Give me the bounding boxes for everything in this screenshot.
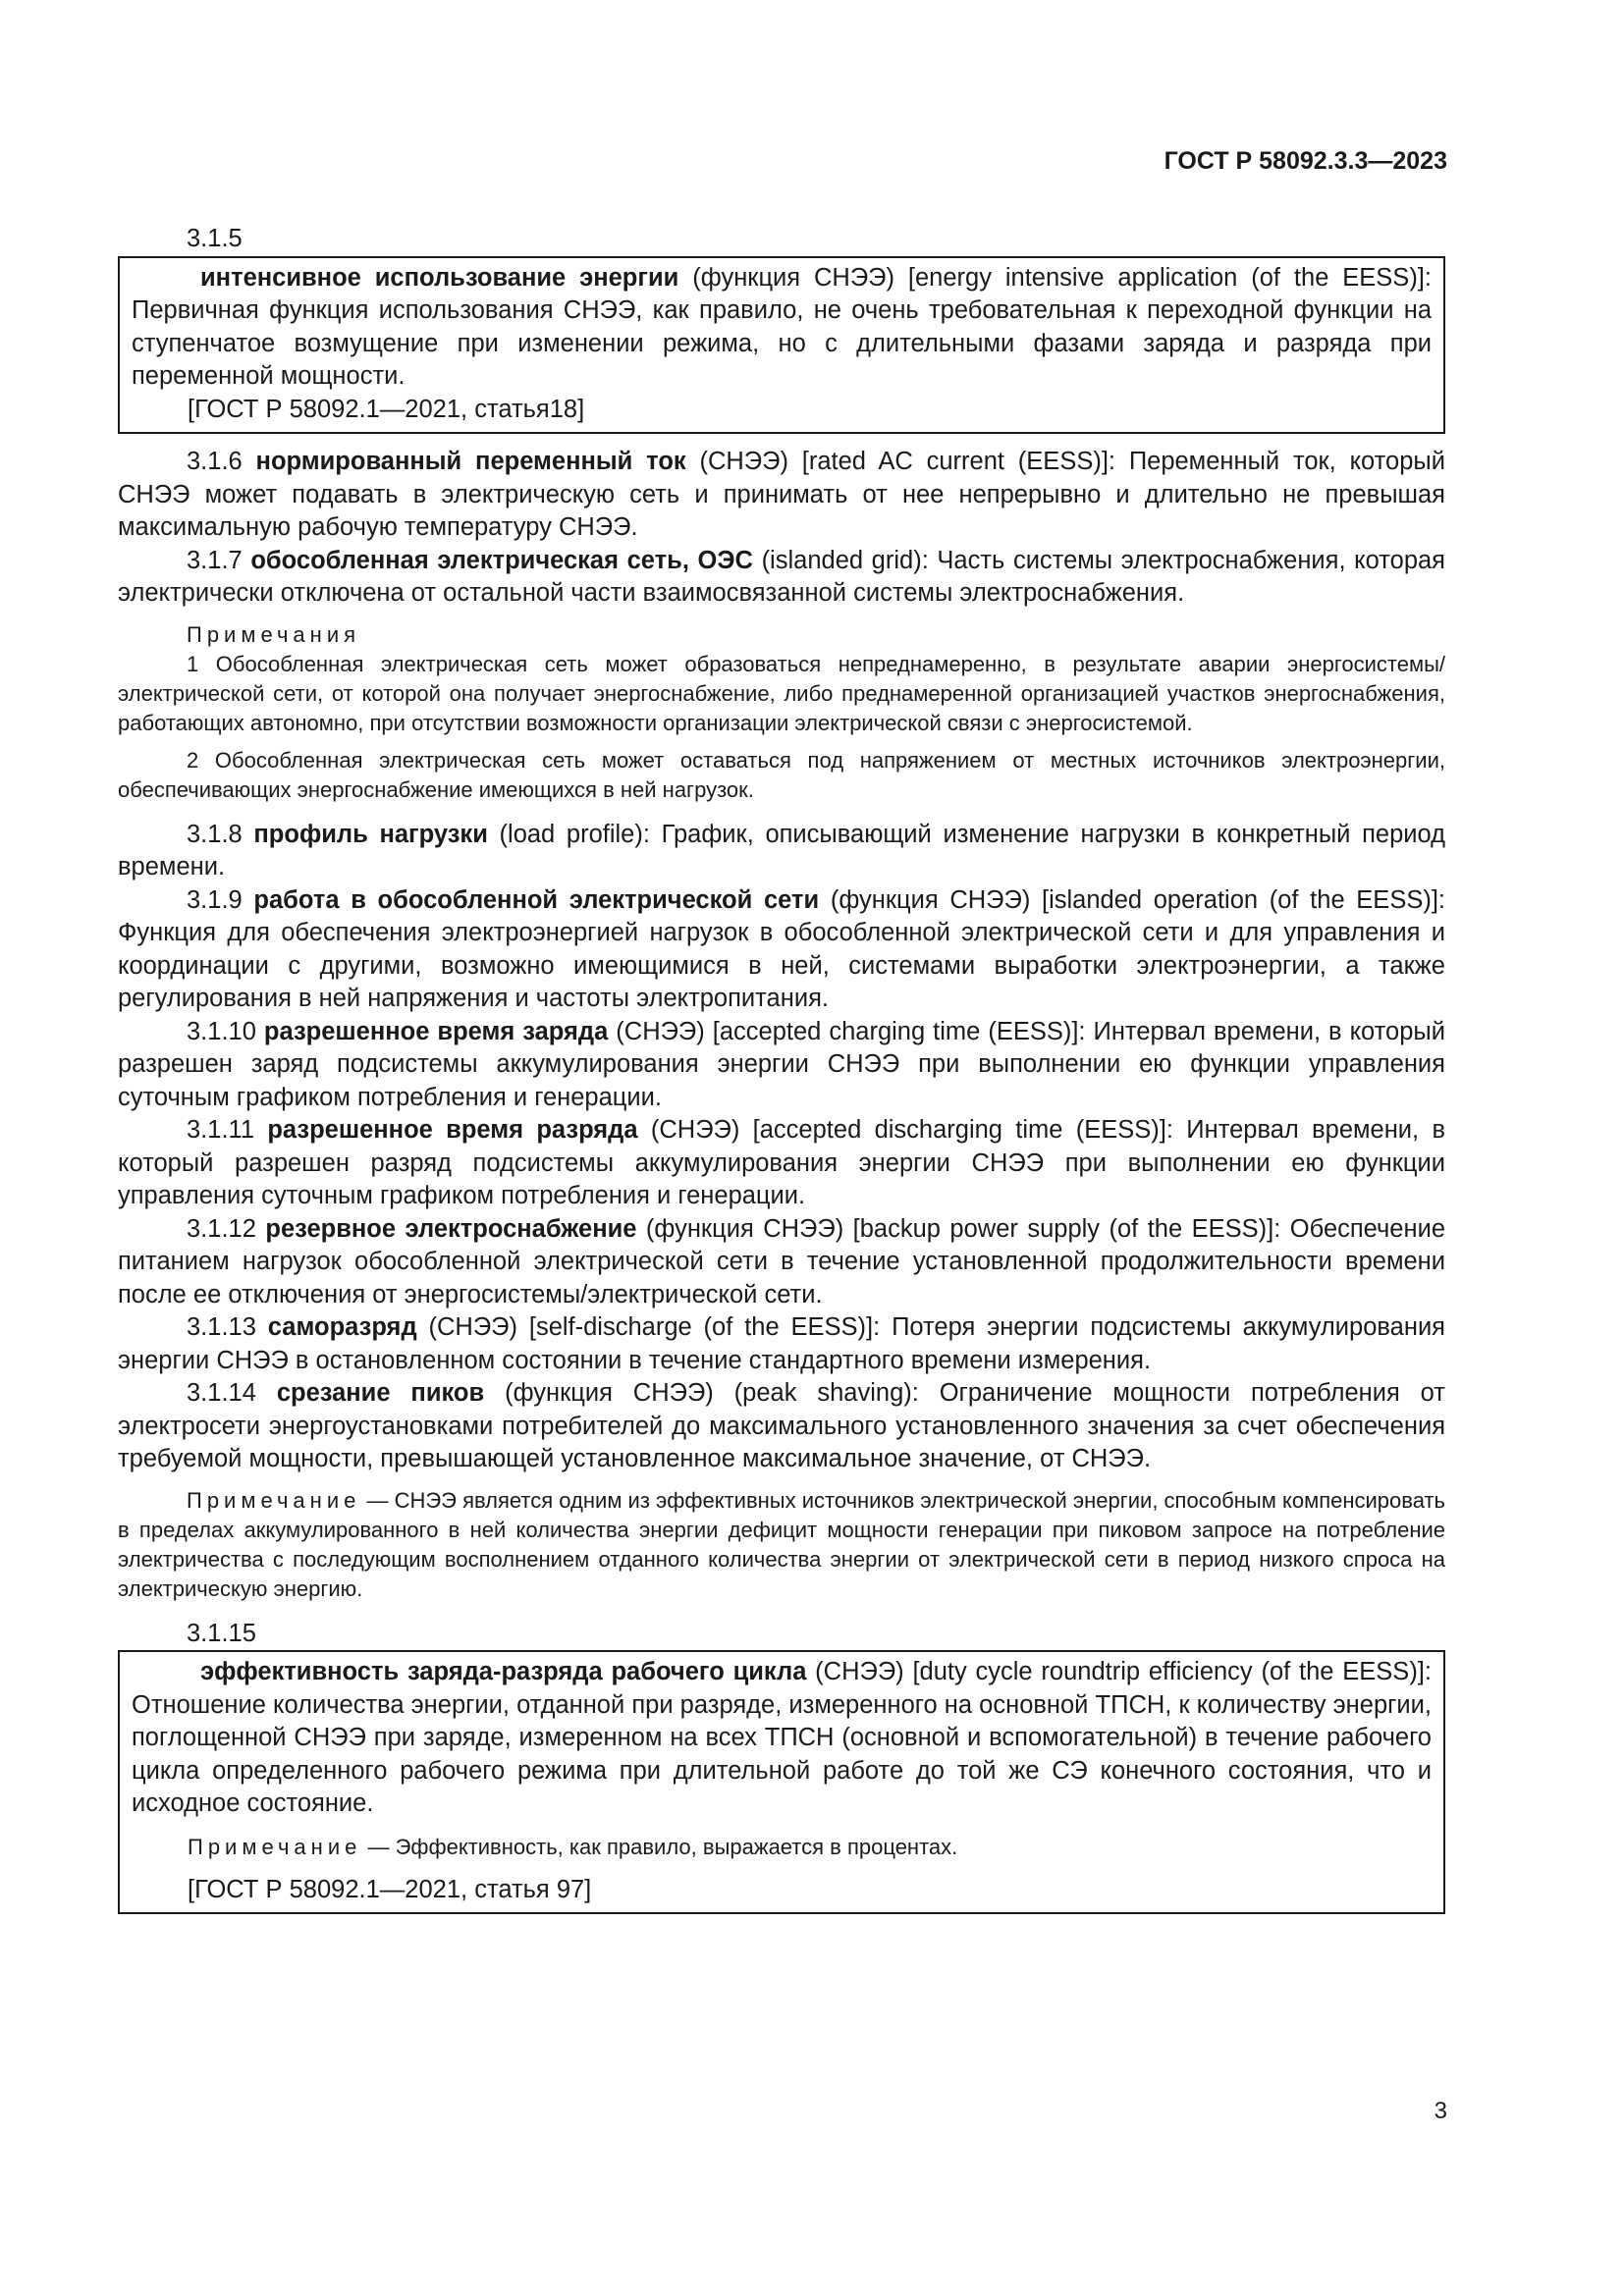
note-3-1-15: [132, 1833, 1432, 1862]
term-box-3-1-5: [118, 256, 1445, 435]
term-number-3-1-5: 3.1.5: [187, 225, 243, 252]
term-number: 3.1.7: [187, 546, 243, 574]
term-reference-3-1-15: [ГОСТ Р 58092.1—2021, статья 97]: [188, 1875, 592, 1903]
term-text: (load profile): График, описывающий изменение нагрузки в конкретный период времени.: [118, 820, 1445, 881]
note-1: 1 Обособленная электрическая сеть может образоваться непреднамеренно, в результате аварии энергосистемы/электрической сети, от которой она получает энергоснабжение, либо преднамеренной организацией участков энергоснабжения, работающих автономно, при отсутствии возможности организации электрической связи с энергосистемой.: [118, 651, 1445, 735]
term-reference-3-1-5: [ГОСТ Р 58092.1—2021, статья18]: [188, 395, 585, 423]
term-text: (функция СНЭЭ) [backup power supply (of the EESS)]: Обеспечение питанием нагрузок обособленной электрической сети в течение установленной продолжительности времени после ее отключения от энергосистемы/электрической сети.: [118, 1214, 1445, 1308]
term-number: 3.1.11: [187, 1116, 255, 1144]
note-text: — Эффективность, как правило, выражается в процентах.: [361, 1834, 958, 1859]
term-definition-3-1-13: [118, 1311, 1445, 1377]
term-text: (СНЭЭ) [duty cycle roundtrip efficiency (of the EESS)]: Отношение количества энергии, отданной при разряде, измеренного на основной ТПСН, к количеству энергии, поглощенной СНЭЭ при заряде, измеренном на всех ТПСН (основной и вспомогательной) в течение рабочего цикла определенного рабочего режима при длительной работе до той же СЭ конечного состояния, что и исходное состояние.: [132, 1658, 1432, 1817]
term-text: (СНЭЭ) [accepted discharging time (EESS)]: Интервал времени, в который разрешен разряд подсистемы аккумулирования энергии СНЭЭ при выполнении ею функции управления суточным графиком потребления и генерации.: [118, 1116, 1445, 1209]
term-title: обособленная электрическая сеть, ОЭС: [250, 546, 753, 574]
term-number: 3.1.13: [187, 1313, 256, 1341]
term-definition-3-1-6: [118, 446, 1445, 545]
term-definition-3-1-5: [132, 262, 1432, 394]
term-number: 3.1.12: [187, 1214, 256, 1243]
note-3-1-14: [118, 1486, 1445, 1604]
term-title: резервное электроснабжение: [265, 1214, 637, 1243]
term-title: профиль нагрузки: [253, 820, 488, 848]
term-definition-3-1-14: [118, 1377, 1445, 1476]
term-text: (функция СНЭЭ) (peak shaving): Ограничение мощности потребления от электросети энергоустановками потребителей до максимального установленного значения за счет обеспечения требуемой мощности, превышающей установленное максимальное значение, от СНЭЭ.: [118, 1379, 1445, 1472]
term-number: 3.1.14: [187, 1379, 256, 1407]
term-text: (функция СНЭЭ) [energy intensive application (of the EESS)]: Первичная функция использования СНЭЭ, как правило, не очень требовательная к переходной функции на ступенчатое возмущение при изменении режима, но с длительными фазами заряда и разряда при переменной мощности.: [132, 263, 1432, 390]
term-title: эффективность заряда-разряда рабочего цикла: [200, 1658, 807, 1685]
note-label: Примечание: [188, 1834, 362, 1859]
term-number: 3.1.6: [187, 448, 243, 475]
term-title: работа в обособленной электрической сети: [253, 885, 820, 914]
term-definition-3-1-8: [118, 819, 1445, 884]
term-title: разрешенное время заряда: [263, 1017, 609, 1045]
term-number: 3.1.10: [187, 1017, 256, 1045]
term-number: 3.1.8: [187, 820, 243, 848]
term-definition-3-1-7: [118, 545, 1445, 611]
term-text: (функция СНЭЭ) [islanded operation (of the EESS)]: Функция для обеспечения электроэнергией нагрузок в обособленной электрической сети и для управления и координации с другими, возможно имеющимися в ней, системами выработки электроэнергии, а также регулирования в ней напряжения и частоты электропитания.: [118, 885, 1445, 1012]
term-text: (СНЭЭ) [accepted charging time (EESS)]: Интервал времени, в который разрешен заряд подсистемы аккумулирования энергии СНЭЭ при выполнении ею функции управления суточным графиком потребления и генерации.: [118, 1017, 1445, 1111]
term-text: (СНЭЭ) [rated AC current (EESS)]: Переменный ток, который СНЭЭ может подавать в электрическую сеть и принимать от нее непрерывно и длительно не превышая максимальную рабочую температуру СНЭЭ.: [118, 448, 1445, 541]
term-title: саморазряд: [267, 1313, 417, 1341]
notes-title: Примечания: [187, 621, 361, 647]
term-text: (СНЭЭ) [self-discharge (of the EESS)]: Потеря энергии подсистемы аккумулирования энергии СНЭЭ в остановленном состоянии в течение стандартного времени измерения.: [118, 1313, 1445, 1374]
term-title: разрешенное время разряда: [267, 1116, 638, 1144]
term-definition-3-1-9: [118, 884, 1445, 1016]
standard-code-header: ГОСТ Р 58092.3.3—2023: [1164, 147, 1447, 175]
term-number: 3.1.9: [187, 885, 243, 914]
term-title: нормированный переменный ток: [255, 448, 686, 475]
term-definition-3-1-12: [118, 1213, 1445, 1312]
term-title: срезание пиков: [276, 1379, 485, 1407]
term-definition-3-1-10: [118, 1016, 1445, 1115]
document-body: [118, 223, 1445, 1926]
note-label: Примечание: [187, 1487, 361, 1513]
notes-3-1-7: [118, 620, 1445, 805]
note-paragraph: [118, 1486, 1445, 1604]
term-box-3-1-15: [118, 1650, 1445, 1914]
term-definition-3-1-15: [132, 1656, 1432, 1821]
note-text: — СНЭЭ является одним из эффективных источников электрической энергии, способным компенсировать в пределах аккумулированного в ней количества энергии дефицит мощности генерации при пиковом запросе на потребление электричества с последующим восполнением отданного количества энергии от электрической сети в период низкого спроса на электрическую энергию.: [118, 1487, 1445, 1601]
term-text: (islanded grid): Часть системы электроснабжения, которая электрически отключена от остальной части взаимосвязанной системы электроснабжения.: [118, 546, 1445, 607]
term-title: интенсивное использование энергии: [200, 263, 679, 292]
term-number-3-1-15: 3.1.15: [187, 1619, 256, 1647]
note-2: 2 Обособленная электрическая сеть может оставаться под напряжением от местных источников электроэнергии, обеспечивающих энергоснабжение имеющихся в ней нагрузок.: [118, 747, 1445, 802]
term-definition-3-1-11: [118, 1114, 1445, 1213]
page-number: 3: [1434, 2098, 1447, 2124]
